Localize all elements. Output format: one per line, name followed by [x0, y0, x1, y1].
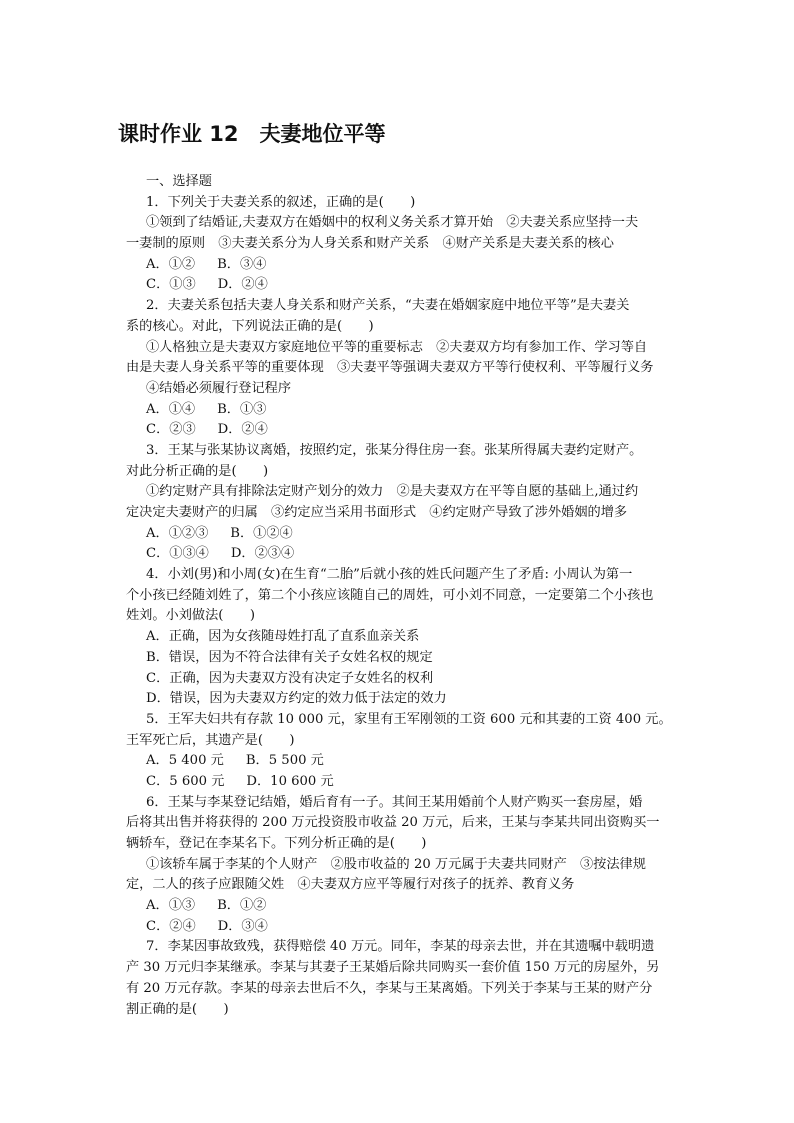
option-row: [126, 917, 696, 938]
answer-option: D．10 600 元: [246, 773, 334, 789]
question-line: 王军死亡后，其遗产是( ): [126, 732, 295, 748]
answer-option: D．③④: [217, 918, 268, 934]
question-line: 后将其出售并将获得的 200 万元投资股市收益 20 万元，后来，王某与李某共同出资购买一: [126, 815, 660, 831]
answer-option: B．5 500 元: [245, 753, 324, 769]
option-row: [126, 751, 696, 772]
answer-option: C．①③④: [146, 546, 209, 562]
question-list: [126, 172, 696, 1020]
option-row: [126, 896, 696, 917]
answer-option: B．①③: [217, 401, 267, 417]
answer-option: A．①④: [146, 401, 196, 417]
question-line: 定，二人的孩子应跟随父姓 ④夫妻双方应平等履行对孩子的抚养、教育义务: [126, 877, 575, 893]
answer-option: C．②③: [146, 422, 196, 438]
question-line: 1．下列关于夫妻关系的叙述，正确的是( ): [146, 194, 416, 210]
page-title: 课时作业 12 夫妻地位平等: [118, 122, 386, 146]
question-5: [126, 710, 696, 793]
option-row: [126, 255, 696, 276]
answer-option: B．①②: [217, 898, 267, 914]
question-line: ①人格独立是夫妻双方家庭地位平等的重要标志 ②夫妻双方均有参加工作、学习等自: [146, 339, 648, 355]
question-line: B．错误，因为不符合法律有关子女姓名权的规定: [146, 649, 433, 665]
question-line: 对此分析正确的是( ): [126, 463, 269, 479]
option-row: [126, 544, 696, 565]
question-line: 2．夫妻关系包括夫妻人身关系和财产关系，“夫妻在婚姻家庭中地位平等”是夫妻关: [146, 298, 630, 314]
section-heading: 一、选择题: [146, 174, 212, 189]
question-line: 有 20 万元存款。李某的母亲去世后不久，李某与王某离婚。下列关于李某与王某的财产分: [126, 980, 653, 996]
question-line: 系的核心。对此，下列说法正确的是( ): [126, 318, 374, 334]
answer-option: A．①③: [146, 898, 196, 914]
option-row: [126, 772, 696, 793]
question-line: 7．李某因事故致残，获得赔偿 40 万元。同年，李某的母亲去世，并在其遗嘱中载明遗: [146, 939, 655, 955]
answer-option: C．5 600 元: [146, 773, 225, 789]
question-line: ④结婚必须履行登记程序: [146, 380, 292, 396]
question-line: 个小孩已经随刘姓了，第二个小孩应该随自己的周姓，可小刘不同意，一定要第二个小孩也: [126, 587, 654, 603]
question-line: ①该轿车属于李某的个人财产 ②股市收益的 20 万元属于夫妻共同财产 ③按法律规: [146, 856, 646, 872]
question-line: 一妻制的原则 ③夫妻关系分为人身关系和财产关系 ④财产关系是夫妻关系的核心: [126, 236, 614, 252]
option-row: [126, 275, 696, 296]
question-line: 产 30 万元归李某继承。李某与其妻子王某婚后除共同购买一套价值 150 万元的房屋外，另: [126, 960, 660, 976]
question-line: 姓刘。小刘做法( ): [126, 608, 255, 624]
option-row: [126, 524, 696, 545]
question-7: [126, 937, 696, 1020]
question-line: 由是夫妻人身关系平等的重要体现 ③夫妻平等强调夫妻双方平等行使权利、平等履行义务: [126, 360, 654, 376]
question-line: ①约定财产具有排除法定财产划分的效力 ②是夫妻双方在平等自愿的基础上,通过约: [146, 484, 639, 500]
question-line: D．错误，因为夫妻双方约定的效力低于法定的效力: [146, 691, 447, 707]
question-6: [126, 793, 696, 938]
question-line: 割正确的是( ): [126, 1001, 229, 1017]
question-line: 辆轿车，登记在李某名下。下列分析正确的是( ): [126, 836, 427, 851]
question-line: 5．王军夫妇共有存款 10 000 元，家里有王军刚领的工资 600 元和其妻的工资 400 元。: [146, 711, 672, 727]
question-1: [126, 193, 696, 296]
answer-option: A．①②③: [146, 525, 209, 541]
answer-option: A．①②: [146, 256, 196, 272]
answer-option: D．②④: [217, 277, 268, 293]
question-line: ①领到了结婚证,夫妻双方在婚姻中的权利义务关系才算开始 ②夫妻关系应坚持一夫: [146, 215, 639, 231]
question-4: [126, 565, 696, 710]
question-2: [126, 296, 696, 441]
answer-option: D．②④: [217, 422, 268, 438]
question-line: A．正确，因为女孩随母姓打乱了直系血亲关系: [146, 629, 420, 645]
option-row: [126, 420, 696, 441]
answer-option: A．5 400 元: [146, 753, 224, 769]
option-row: [126, 400, 696, 421]
question-line: C．正确，因为夫妻双方没有决定子女姓名的权利: [146, 670, 434, 686]
answer-option: B．③④: [217, 256, 267, 272]
answer-option: B．①②④: [230, 525, 293, 541]
question-line: 3．王某与张某协议离婚，按照约定，张某分得住房一套。张某所得属夫妻约定财产。: [146, 442, 643, 458]
answer-option: C．②④: [146, 918, 196, 934]
question-3: [126, 441, 696, 565]
answer-option: C．①③: [146, 277, 196, 293]
question-line: 4．小刘(男)和小周(女)在生育“二胎”后就小孩的姓氏问题产生了矛盾: 小周认为第一: [146, 567, 633, 583]
question-line: 定决定夫妻财产的归属 ③约定应当采用书面形式 ④约定财产导致了涉外婚姻的增多: [126, 505, 628, 520]
question-line: 6．王某与李某登记结婚，婚后育有一子。其间王某用婚前个人财产购买一套房屋，婚: [146, 794, 643, 810]
answer-option: D．②③④: [230, 546, 295, 562]
